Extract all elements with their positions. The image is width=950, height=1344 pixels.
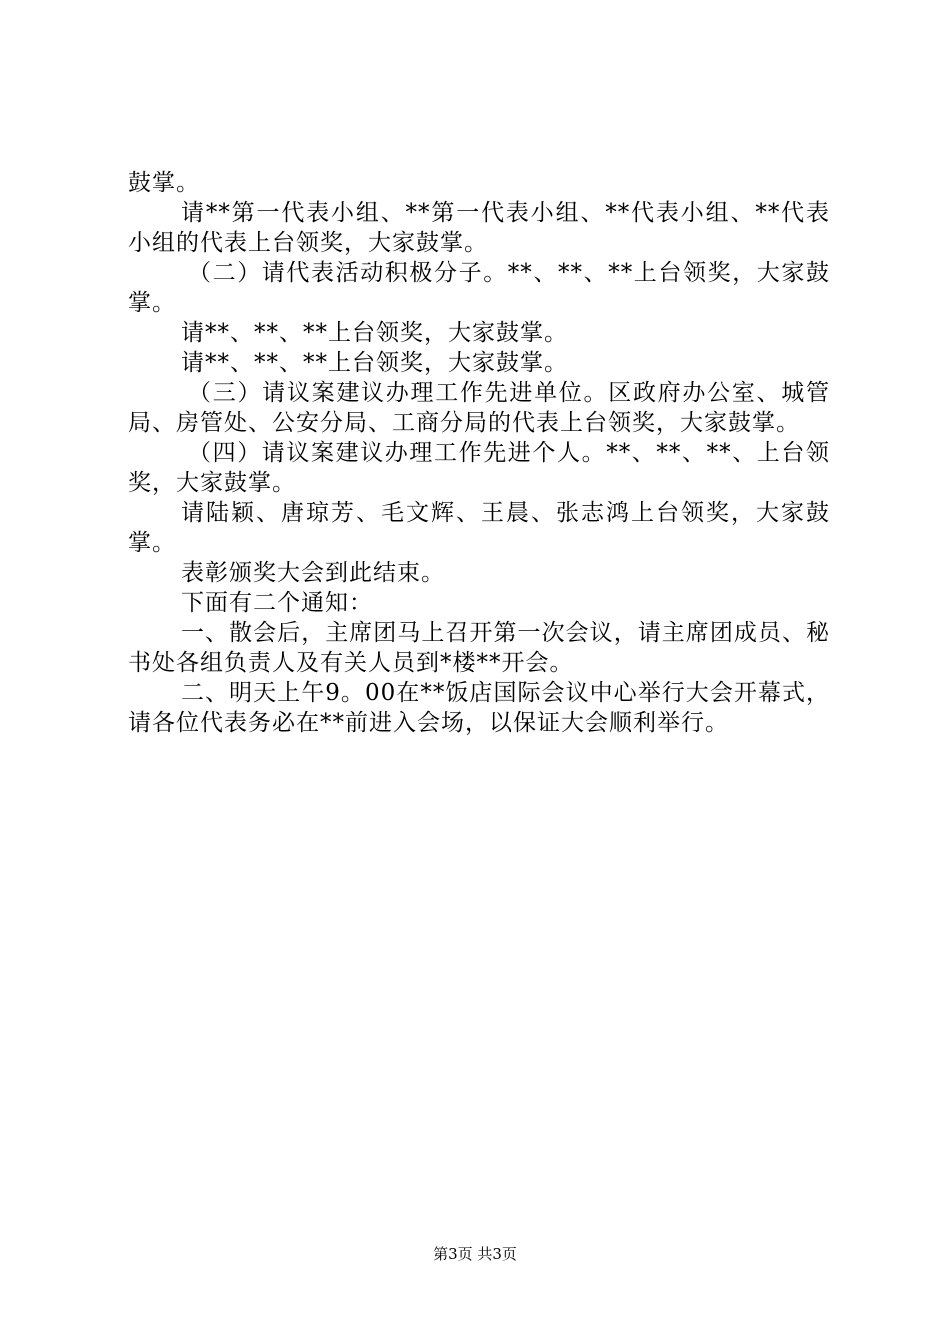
paragraph-10: 下面有二个通知： [181, 590, 373, 616]
paragraph-4: 请**、**、**上台领奖，大家鼓掌。 [181, 320, 568, 346]
paragraph-3: （二）请代表活动积极分子。**、**、**上台领奖，大家鼓掌。 [128, 260, 830, 316]
paragraph-12: 二、明天上午9。00在**饭店国际会议中心举行大会开幕式，请各位代表务必在**前进入会场，以保证大会顺利举行。 [128, 680, 830, 736]
paragraph-5: 请**、**、**上台领奖，大家鼓掌。 [181, 350, 568, 376]
paragraph-9: 表彰颁奖大会到此结束。 [181, 560, 445, 586]
paragraph-1: 鼓掌。 [128, 170, 200, 196]
page-footer: 第3页 共3页 [433, 1245, 517, 1263]
paragraph-11: 一、散会后，主席团马上召开第一次会议，请主席团成员、秘书处各组负责人及有关人员到*楼**开会。 [128, 620, 830, 676]
document-body [128, 168, 830, 738]
paragraph-7: （四）请议案建议办理工作先进个人。**、**、**、上台领奖，大家鼓掌。 [128, 440, 830, 496]
paragraph-2: 请**第一代表小组、**第一代表小组、**代表小组、**代表小组的代表上台领奖，大家鼓掌。 [128, 200, 830, 256]
paragraph-6: （三）请议案建议办理工作先进单位。区政府办公室、城管局、房管处、公安分局、工商分局的代表上台领奖，大家鼓掌。 [128, 380, 830, 436]
paragraph-8: 请陆颖、唐琼芳、毛文辉、王晨、张志鸿上台领奖，大家鼓掌。 [128, 500, 830, 556]
